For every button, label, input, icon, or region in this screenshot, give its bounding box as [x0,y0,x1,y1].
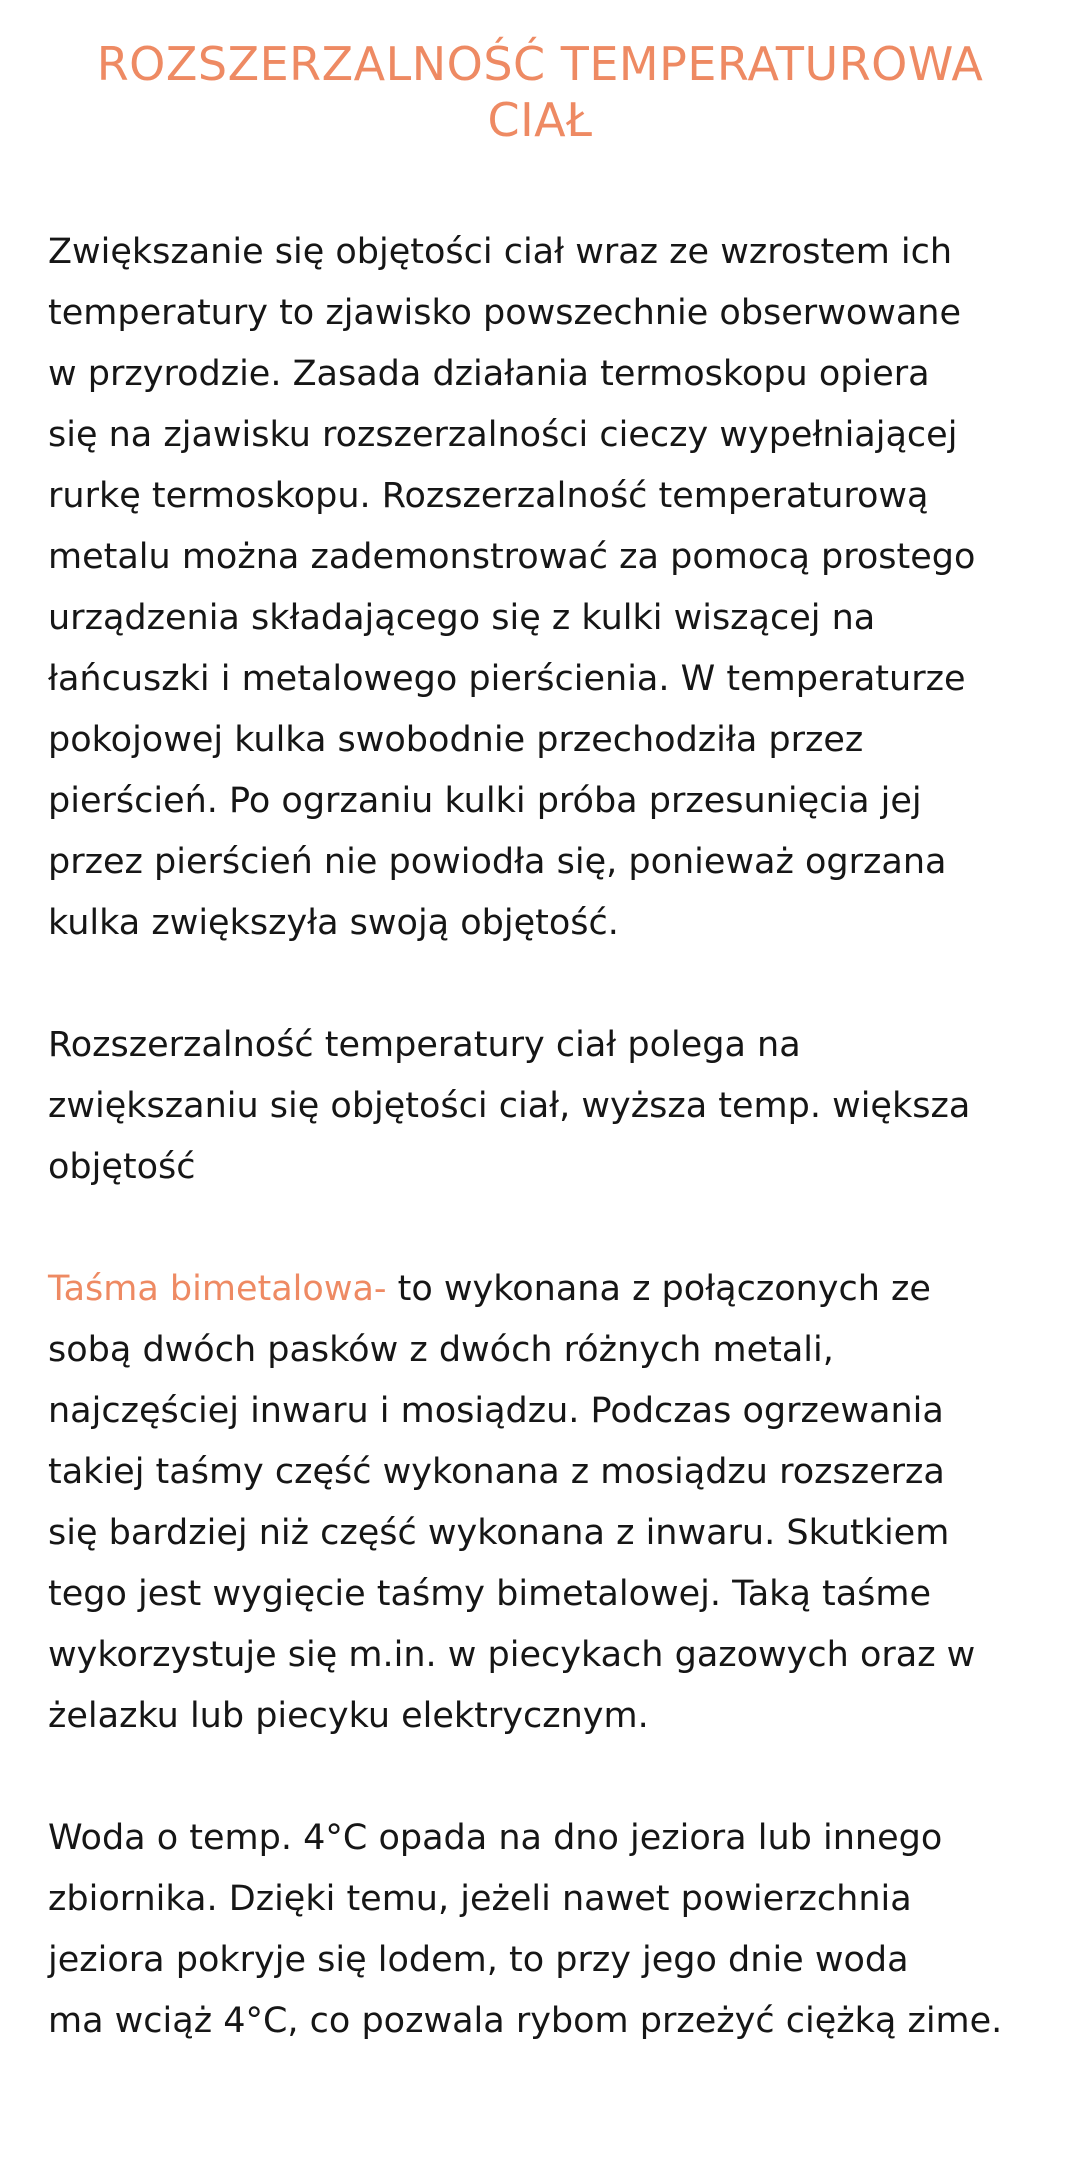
paragraph-bimetallic-strip [48,1259,1032,1747]
text-line: tego jest wygięcie taśmy bimetalowej. Taką taśme [48,1574,932,1614]
page-title: ROZSZERZALNOŚĆ TEMPERATUROWA CIAŁ [96,37,984,147]
text-line: Zwiększanie się objętości ciał wraz ze wzrostem ich [48,232,953,272]
text-line: metalu można zademonstrować za pomocą prostego [48,537,976,577]
text-line: urządzenia składającego się z kulki wiszącej na [48,598,876,638]
text-line: się bardziej niż część wykonana z inwaru. Skutkiem [48,1513,950,1553]
text-line: przez pierścień nie powiodła się, ponieważ ogrzana [48,842,947,882]
text-line: wykorzystuje się m.in. w piecykach gazowych oraz w [48,1635,976,1675]
text-line: pierścień. Po ogrzaniu kulki próba przesunięcia jej [48,781,922,821]
paragraph-definition [48,1015,1032,1198]
text-line: się na zjawisku rozszerzalności cieczy wypełniającej [48,415,958,455]
text-line: żelazku lub piecyku elektrycznym. [48,1696,649,1736]
paragraph-water-anomaly [48,1808,1032,2052]
text-line: Woda o temp. 4°C opada na dno jeziora lub innego [48,1818,943,1858]
text-line: pokojowej kulka swobodnie przechodziła przez [48,720,864,760]
text-line: jeziora pokryje się lodem, to przy jego dnie woda [48,1940,909,1980]
text-line: najczęściej inwaru i mosiądzu. Podczas ogrzewania [48,1391,944,1431]
text-line: zwiększaniu się objętości ciał, wyższa temp. większa [48,1086,971,1126]
text-line: ma wciąż 4°C, co pozwala rybom przeżyć ciężką zime. [48,2001,1003,2041]
text-line: objętość [48,1147,196,1187]
text-line: w przyrodzie. Zasada działania termoskopu opiera [48,354,930,394]
text-line: temperatury to zjawisko powszechnie obserwowane [48,293,962,333]
text-line: sobą dwóch pasków z dwóch różnych metali, [48,1330,834,1370]
text-line: rurkę termoskopu. Rozszerzalność temperaturową [48,476,929,516]
highlighted-term: Taśma bimetalowa- [48,1269,387,1309]
text-span: to wykonana z połączonych ze [386,1269,931,1309]
text-line: Rozszerzalność temperatury ciał polega na [48,1025,801,1065]
text-line [48,1259,1032,1320]
text-line: zbiornika. Dzięki temu, jeżeli nawet powierzchnia [48,1879,912,1919]
text-line: łańcuszki i metalowego pierścienia. W temperaturze [48,659,966,699]
paragraph-thermal-expansion-intro [48,222,1032,954]
text-line: kulka zwiększyła swoją objętość. [48,903,619,943]
text-line: takiej taśmy część wykonana z mosiądzu rozszerza [48,1452,945,1492]
